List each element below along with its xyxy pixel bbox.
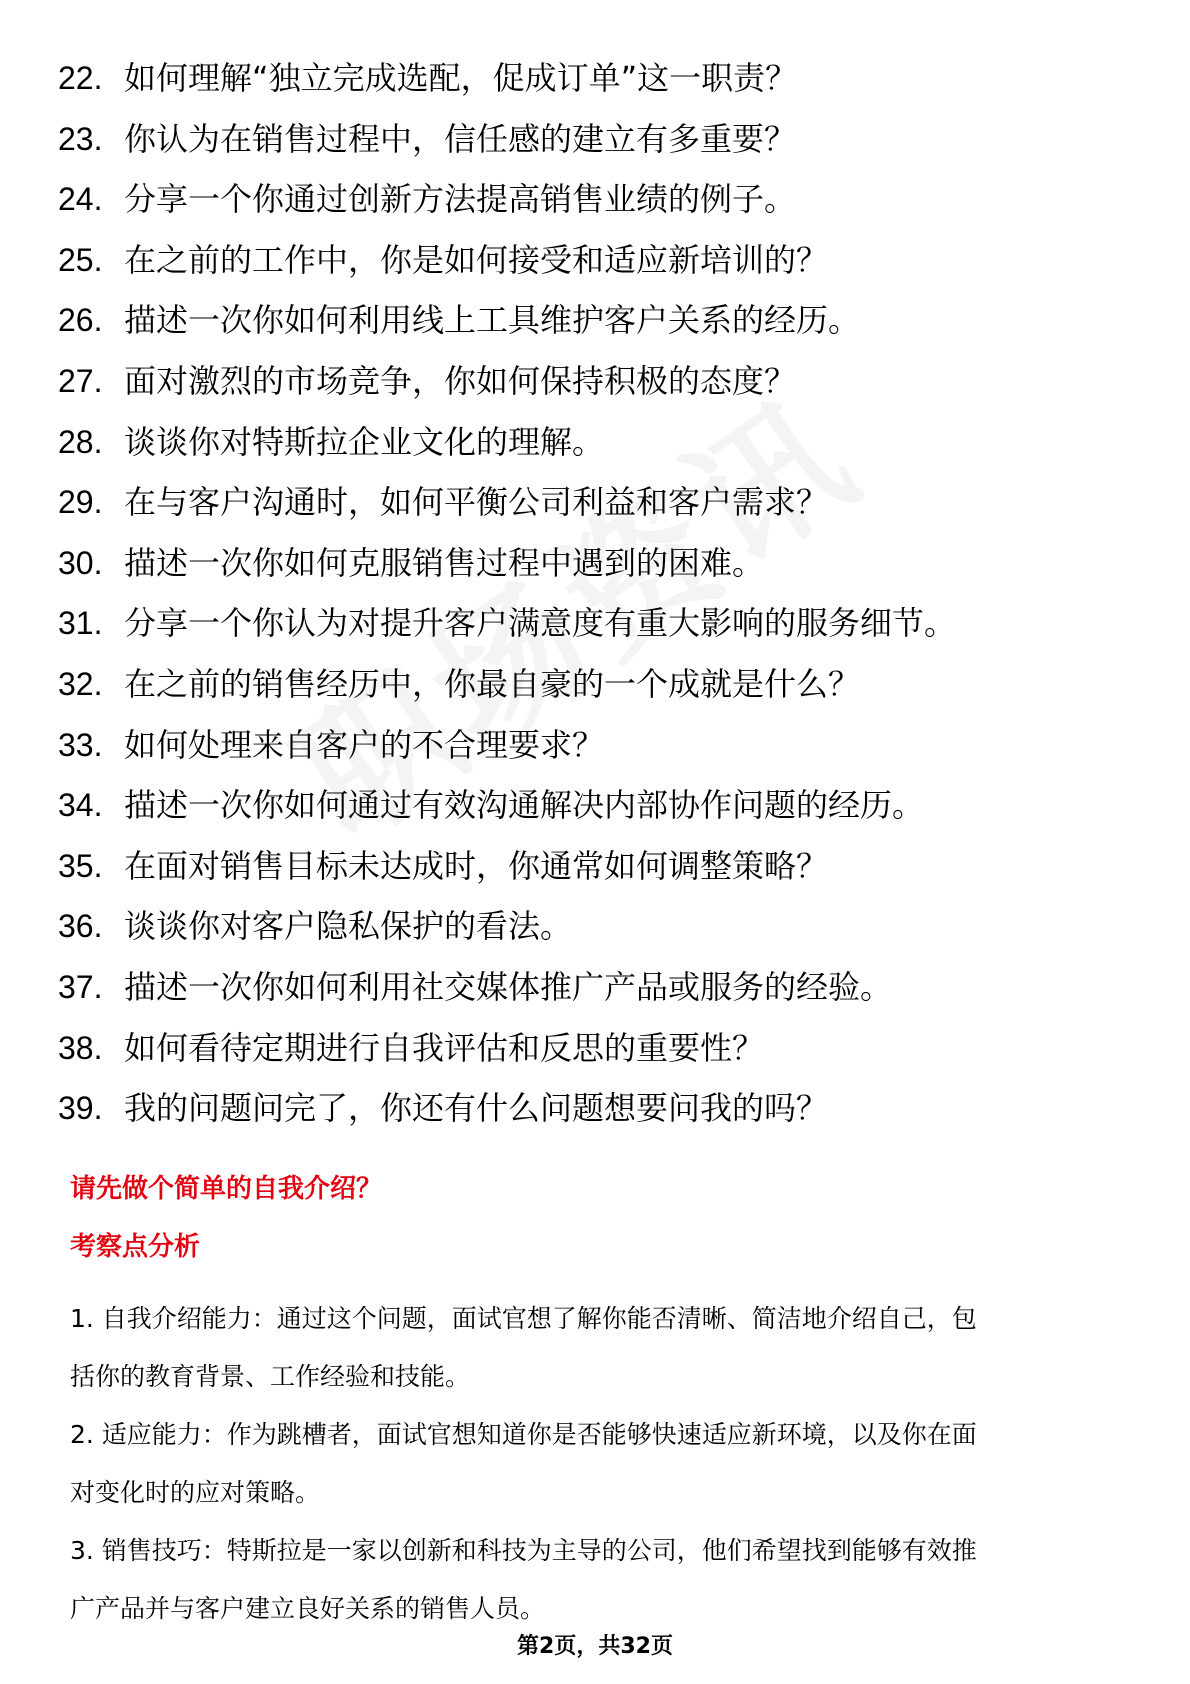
list-item (58, 169, 1138, 230)
list-item (58, 230, 1138, 291)
list-item (58, 1018, 1138, 1079)
list-item (58, 715, 1138, 776)
question-number: 23. (58, 120, 103, 157)
analysis-heading: 考察点分析 (70, 1232, 201, 1262)
list-item (58, 48, 1138, 109)
question-text: 分享一个你认为对提升客户满意度有重大影响的服务细节。 (124, 604, 957, 643)
list-item (58, 957, 1138, 1018)
question-number: 39. (58, 1090, 103, 1127)
list-item (58, 533, 1138, 594)
analysis-point-line: 对变化时的应对策略。 (70, 1478, 321, 1507)
analysis-point (70, 1522, 1130, 1638)
list-item (58, 472, 1138, 533)
question-text: 描述一次你如何利用社交媒体推广产品或服务的经验。 (124, 967, 893, 1006)
list-item (58, 836, 1138, 897)
list-item (58, 1078, 1138, 1139)
question-number: 31. (58, 605, 103, 642)
analysis-point-line: 括你的教育背景、工作经验和技能。 (70, 1362, 471, 1391)
list-item (58, 290, 1138, 351)
question-text: 描述一次你如何利用线上工具维护客户关系的经历。 (124, 301, 861, 340)
list-item (58, 351, 1138, 412)
question-text: 我的问题问完了，你还有什么问题想要问我的吗？ (124, 1089, 829, 1128)
page-number: 第2页，共32页 (517, 1634, 673, 1659)
question-number: 34. (58, 787, 103, 824)
analysis-point-line: 1. 自我介绍能力：通过这个问题，面试官想了解你能否清晰、简洁地介绍自己，包 (70, 1304, 977, 1333)
analysis-point-line: 3. 销售技巧：特斯拉是一家以创新和科技为主导的公司，他们希望找到能够有效推 (70, 1536, 977, 1565)
question-text: 如何处理来自客户的不合理要求？ (124, 725, 605, 764)
list-item (58, 775, 1138, 836)
question-number: 38. (58, 1029, 103, 1066)
question-number: 24. (58, 181, 103, 218)
question-text: 在之前的销售经历中，你最自豪的一个成就是什么？ (124, 664, 861, 703)
question-number: 26. (58, 302, 103, 339)
question-text: 如何理解“独立完成选配，促成订单”这一职责？ (124, 59, 798, 97)
question-text: 面对激烈的市场竞争，你如何保持积极的态度？ (124, 361, 797, 400)
question-text: 如何看待定期进行自我评估和反思的重要性？ (124, 1028, 765, 1067)
question-text: 描述一次你如何通过有效沟通解决内部协作问题的经历。 (124, 786, 925, 825)
question-number: 28. (58, 423, 103, 460)
analysis-point (70, 1290, 1130, 1406)
question-text: 你认为在销售过程中，信任感的建立有多重要？ (124, 119, 797, 158)
list-item (58, 109, 1138, 170)
question-text: 描述一次你如何克服销售过程中遇到的困难。 (124, 543, 765, 582)
question-heading: 请先做个简单的自我介绍？ (70, 1174, 383, 1204)
question-text: 分享一个你通过创新方法提高销售业绩的例子。 (124, 180, 797, 219)
question-list (58, 48, 1138, 1139)
question-number: 32. (58, 665, 103, 702)
question-number: 25. (58, 241, 103, 278)
question-text: 在与客户沟通时，如何平衡公司利益和客户需求？ (124, 483, 829, 522)
list-item (58, 896, 1138, 957)
question-number: 30. (58, 544, 103, 581)
question-text: 在面对销售目标未达成时，你通常如何调整策略？ (124, 846, 829, 885)
analysis-point-line: 2. 适应能力：作为跳槽者，面试官想知道你是否能够快速适应新环境，以及你在面 (70, 1420, 977, 1449)
question-number: 35. (58, 847, 103, 884)
question-number: 22. (58, 60, 103, 96)
list-item (58, 654, 1138, 715)
answer-section (70, 1174, 1130, 1638)
question-text: 谈谈你对特斯拉企业文化的理解。 (124, 422, 605, 461)
list-item (58, 412, 1138, 473)
question-number: 36. (58, 908, 103, 945)
question-number: 29. (58, 484, 103, 521)
list-item (58, 593, 1138, 654)
question-number: 27. (58, 362, 103, 399)
question-number: 33. (58, 726, 103, 763)
question-text: 在之前的工作中，你是如何接受和适应新培训的？ (124, 240, 829, 279)
question-text: 谈谈你对客户隐私保护的看法。 (124, 907, 573, 946)
analysis-point (70, 1406, 1130, 1522)
analysis-point-line: 广产品并与客户建立良好关系的销售人员。 (70, 1594, 546, 1623)
question-number: 37. (58, 968, 103, 1005)
